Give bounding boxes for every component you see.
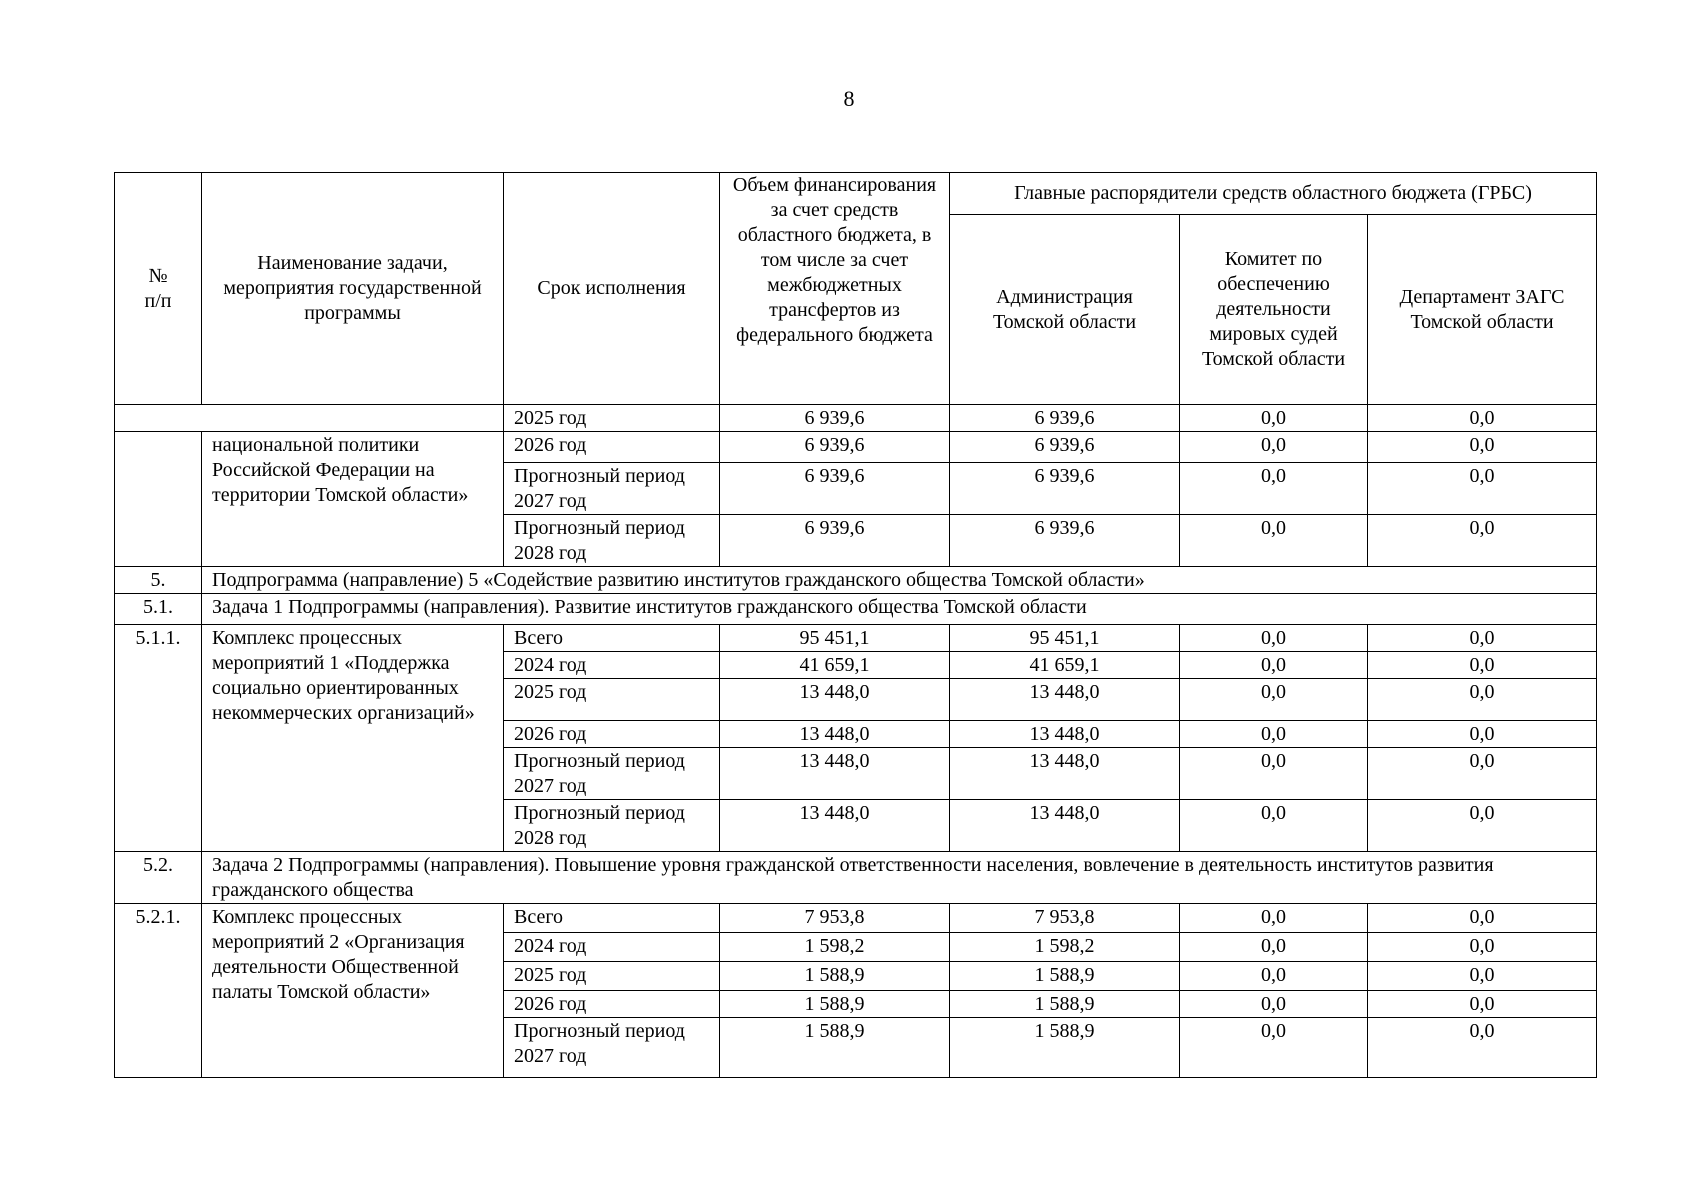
admin-cell: 13 448,0 <box>950 800 1180 852</box>
term-cell: Всего <box>504 904 720 933</box>
header-col-num: № п/п <box>115 173 202 405</box>
header-col-grbs: Главные распорядители средств областного бюджета (ГРБС) <box>950 173 1597 215</box>
section-title-cell: Подпрограмма (направление) 5 «Содействие развитию институтов гражданского общества Томской области» <box>202 567 1597 594</box>
committee-cell: 0,0 <box>1180 962 1368 991</box>
row-number-cell: 5.1. <box>115 594 202 625</box>
zags-cell: 0,0 <box>1368 748 1597 800</box>
admin-cell: 6 939,6 <box>950 432 1180 463</box>
activity-name-cell: национальной политики Российской Федерации на территории Томской области» <box>202 432 504 567</box>
term-cell: Прогнозный период 2027 год <box>504 463 720 515</box>
budget-table <box>114 172 1597 1078</box>
admin-cell: 13 448,0 <box>950 679 1180 721</box>
committee-cell: 0,0 <box>1180 933 1368 962</box>
volume-cell: 1 598,2 <box>720 933 950 962</box>
table-row <box>115 432 1597 463</box>
term-cell: 2025 год <box>504 405 720 432</box>
admin-cell: 7 953,8 <box>950 904 1180 933</box>
task-title-cell: Задача 2 Подпрограммы (направления). Повышение уровня гражданской ответственности населения, вовлечение в деятельность институтов развития гражданского общества <box>202 852 1597 904</box>
committee-cell: 0,0 <box>1180 679 1368 721</box>
term-cell: 2025 год <box>504 679 720 721</box>
term-cell: 2024 год <box>504 933 720 962</box>
admin-cell: 1 588,9 <box>950 991 1180 1018</box>
header-col-admin: Администрация Томской области <box>950 215 1180 405</box>
committee-cell: 0,0 <box>1180 432 1368 463</box>
volume-cell: 1 588,9 <box>720 1018 950 1078</box>
volume-cell: 95 451,1 <box>720 625 950 652</box>
term-cell: Прогнозный период 2028 год <box>504 515 720 567</box>
zags-cell: 0,0 <box>1368 625 1597 652</box>
committee-cell: 0,0 <box>1180 625 1368 652</box>
zags-cell: 0,0 <box>1368 432 1597 463</box>
zags-cell: 0,0 <box>1368 652 1597 679</box>
committee-cell: 0,0 <box>1180 904 1368 933</box>
zags-cell: 0,0 <box>1368 904 1597 933</box>
committee-cell: 0,0 <box>1180 991 1368 1018</box>
activity-name-cell: Комплекс процессных мероприятий 2 «Организация деятельности Общественной палаты Томской области» <box>202 904 504 1078</box>
header-col-name: Наименование задачи, мероприятия государственной программы <box>202 173 504 405</box>
table-row <box>115 625 1597 652</box>
task-row <box>115 594 1597 625</box>
committee-cell: 0,0 <box>1180 748 1368 800</box>
header-col-volume: Объем финансирования за счет средств областного бюджета, в том числе за счет межбюджетных трансфертов из федерального бюджета <box>720 173 950 405</box>
committee-cell: 0,0 <box>1180 800 1368 852</box>
volume-cell: 7 953,8 <box>720 904 950 933</box>
term-cell: 2024 год <box>504 652 720 679</box>
section-row <box>115 567 1597 594</box>
term-cell: Прогнозный период 2027 год <box>504 1018 720 1078</box>
zags-cell: 0,0 <box>1368 463 1597 515</box>
term-cell: 2025 год <box>504 962 720 991</box>
volume-cell: 6 939,6 <box>720 405 950 432</box>
volume-cell: 1 588,9 <box>720 962 950 991</box>
header-col-term: Срок исполнения <box>504 173 720 405</box>
row-number-cell: 5.2. <box>115 852 202 904</box>
committee-cell: 0,0 <box>1180 721 1368 748</box>
empty-cell <box>115 405 504 432</box>
term-cell: Прогнозный период 2028 год <box>504 800 720 852</box>
zags-cell: 0,0 <box>1368 679 1597 721</box>
term-cell: 2026 год <box>504 991 720 1018</box>
row-number-cell: 5.1.1. <box>115 625 202 852</box>
volume-cell: 13 448,0 <box>720 721 950 748</box>
zags-cell: 0,0 <box>1368 933 1597 962</box>
zags-cell: 0,0 <box>1368 962 1597 991</box>
term-cell: Прогнозный период 2027 год <box>504 748 720 800</box>
term-cell: 2026 год <box>504 432 720 463</box>
task-row <box>115 852 1597 904</box>
row-number-cell: 5. <box>115 567 202 594</box>
admin-cell: 13 448,0 <box>950 748 1180 800</box>
term-cell: Всего <box>504 625 720 652</box>
volume-cell: 6 939,6 <box>720 432 950 463</box>
committee-cell: 0,0 <box>1180 1018 1368 1078</box>
admin-cell: 1 588,9 <box>950 962 1180 991</box>
task-title-cell: Задача 1 Подпрограммы (направления). Развитие институтов гражданского общества Томской области <box>202 594 1597 625</box>
volume-cell: 13 448,0 <box>720 800 950 852</box>
committee-cell: 0,0 <box>1180 652 1368 679</box>
admin-cell: 13 448,0 <box>950 721 1180 748</box>
volume-cell: 13 448,0 <box>720 679 950 721</box>
volume-cell: 1 588,9 <box>720 991 950 1018</box>
committee-cell: 0,0 <box>1180 463 1368 515</box>
table-row <box>115 405 1597 432</box>
volume-cell: 6 939,6 <box>720 463 950 515</box>
admin-cell: 6 939,6 <box>950 463 1180 515</box>
zags-cell: 0,0 <box>1368 515 1597 567</box>
zags-cell: 0,0 <box>1368 991 1597 1018</box>
row-number-cell <box>115 432 202 567</box>
admin-cell: 6 939,6 <box>950 515 1180 567</box>
zags-cell: 0,0 <box>1368 1018 1597 1078</box>
committee-cell: 0,0 <box>1180 515 1368 567</box>
page-number: 8 <box>843 86 855 111</box>
volume-cell: 13 448,0 <box>720 748 950 800</box>
committee-cell: 0,0 <box>1180 405 1368 432</box>
table-row <box>115 904 1597 933</box>
admin-cell: 1 598,2 <box>950 933 1180 962</box>
row-number-cell: 5.2.1. <box>115 904 202 1078</box>
admin-cell: 95 451,1 <box>950 625 1180 652</box>
admin-cell: 6 939,6 <box>950 405 1180 432</box>
zags-cell: 0,0 <box>1368 405 1597 432</box>
volume-cell: 6 939,6 <box>720 515 950 567</box>
header-col-committee: Комитет по обеспечению деятельности мировых судей Томской области <box>1180 215 1368 405</box>
activity-name-cell: Комплекс процессных мероприятий 1 «Поддержка социально ориентированных некоммерческих организаций» <box>202 625 504 852</box>
term-cell: 2026 год <box>504 721 720 748</box>
zags-cell: 0,0 <box>1368 800 1597 852</box>
volume-cell: 41 659,1 <box>720 652 950 679</box>
admin-cell: 1 588,9 <box>950 1018 1180 1078</box>
zags-cell: 0,0 <box>1368 721 1597 748</box>
header-col-zags: Департамент ЗАГС Томской области <box>1368 215 1597 405</box>
admin-cell: 41 659,1 <box>950 652 1180 679</box>
